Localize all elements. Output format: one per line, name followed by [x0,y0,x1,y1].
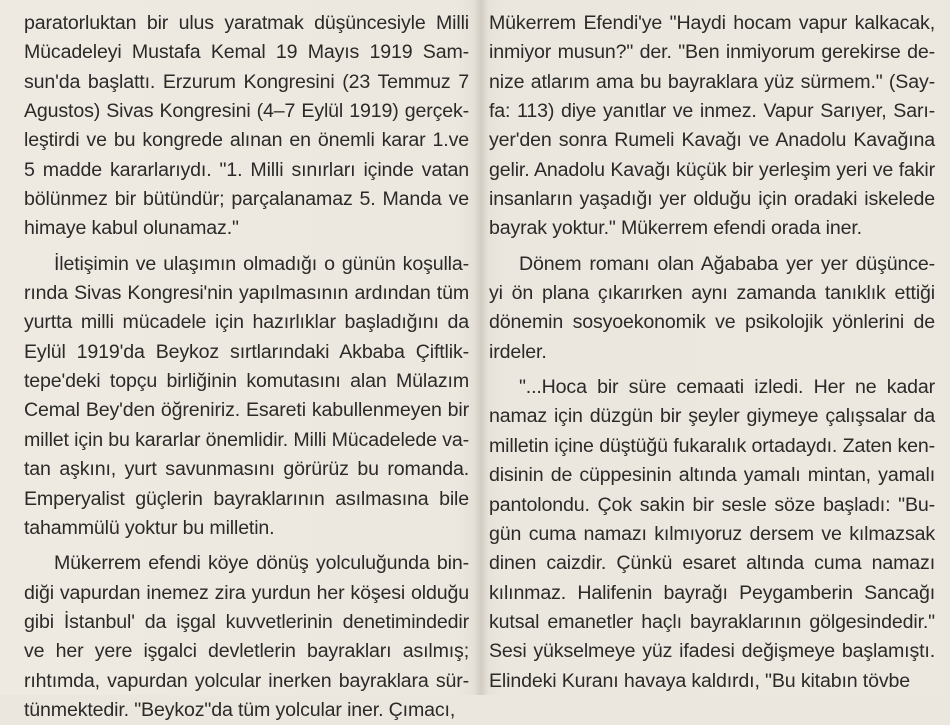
text-line: ve her yere işgalci devletlerin bayrakları asılmış; [24,640,469,663]
text-line: leştirdi ve bu kongrede alınan en önemli karar 1.ve [24,129,469,152]
text-line: Elindeki Kuranı havaya kaldırdı, "Bu kitabın tövbe [489,669,910,692]
text-line: millet için bu kararlar önemlidir. Milli Mücadelede va- [24,428,469,451]
text-line: tünmektedir. "Beykoz"da tüm yolcular iner. Çımacı, [24,698,456,721]
text-line: Mücadeleyi Mustafa Kemal 19 Mayıs 1919 Sam- [24,41,469,64]
text-line: Sesi yükselmeye yüz ifadesi değişmeye başlamıştı. [489,640,935,663]
text-line: sun'da başlattı. Erzurum Kongresini (23 Temmuz 7 [24,70,469,93]
text-line: yi ön plana çıkarırken aynı zamanda tanıklık ettiği [489,282,935,305]
paragraph [24,250,469,543]
text-line: irdeler. [489,340,547,363]
text-line: kılınmaz. Halifenin bayrağı Peygamberin Sancağı [489,581,935,604]
text-line: gün cuma namazı kılmıyoruz dersem ve kılmazsak [489,522,935,545]
paragraph [489,373,935,696]
text-line: bayrak yoktur." Mükerrem efendi orada iner. [489,217,862,240]
page-gutter [474,0,488,695]
text-line: dönemin sosyoekonomik ve psikolojik yönlerini de [489,311,935,334]
text-line: diği vapurdan inemez zira yurdun her köşesi olduğu [24,581,469,604]
text-line: kutsal emanetler haçlı bayraklarının gölgesindedir." [489,610,935,633]
text-line: gibi İstanbul' da işgal kuvvetlerinin denetimindedir [24,610,469,633]
text-line: inmiyor musun?" der. "Ben inmiyorum gerekirse de- [489,41,935,64]
text-line: nize atlarım ama bu bayraklara yüz sürmem." (Say- [489,70,935,93]
text-line: pantolondu. Çok sakin bir sesle söze başladı: "Bu- [489,493,935,516]
text-line: Cemal Bey'den öğreniriz. Esareti kabullenmeyen bir [24,399,469,422]
text-line: Emperyalist güçlerin bayraklarının asılmasına bile [24,487,469,510]
text-line: bölünmez bir bütündür; parçalanamaz 5. Manda ve [24,188,469,211]
text-line: rıhtımda, vapurdan yolcular inerken bayraklara sür- [24,669,469,692]
text-line: Dönem romanı olan Ağababa yer yer düşünce- [519,252,935,275]
text-line: namaz için düzgün bir şeyler giymeye çalışsalar da [489,405,935,428]
text-line: 5 madde kararlarıydı. "1. Milli sınırları içinde vatan [24,158,469,181]
text-line: tan aşkını, yurt savunmasını görürüz bu romanda. [24,458,469,481]
text-line: rında Sivas Kongresi'nin yapılmasının ardından tüm [24,282,469,305]
paragraph [489,250,935,367]
text-line: insanların yaşadığı yer olduğu için oradaki iskelede [489,188,935,211]
text-line: fa: 113) diye yanıtlar ve inmez. Vapur Sarıyer, Sarı- [489,100,935,123]
paragraph [24,9,469,244]
right-text-column [489,9,935,696]
paragraph [489,9,935,244]
text-line: Agustos) Sivas Kongresini (4–7 Eylül 1919) gerçek- [24,100,469,123]
text-line: paratorluktan bir ulus yaratmak düşüncesiyle Milli [24,12,469,34]
text-line: Mükerrem Efendi'ye "Haydi hocam vapur kalkacak, [489,12,935,34]
text-line: himaye kabul olunamaz." [24,217,239,240]
text-line: disinin de cüppesinin altında yamalı mintan, yamalı [489,464,935,487]
text-line: yer'den sonra Rumeli Kavağı ve Anadolu Kavağına [489,129,935,152]
text-line: Eylül 1919'da Beykoz sırtlarındaki Akbaba Çiftlik- [24,340,469,363]
text-line: Mükerrem efendi köye dönüş yolculuğunda bin- [54,552,469,575]
text-line: milletin içine düştüğü fukaralık ortadaydı. Zaten ken- [489,434,935,457]
left-text-column [24,9,469,725]
text-line: yurtta milli mücadele için hazırlıklar başladığını da [24,311,469,334]
text-line: dinen caizdir. Çünkü esaret altında cuma namazı [489,552,935,575]
text-line: tahammülü yoktur bu milletin. [24,516,275,539]
text-line: "...Hoca bir süre cemaati izledi. Her ne kadar [519,376,935,399]
paragraph [24,549,469,725]
text-line: tepe'deki topçu birliğinin komutasını alan Mülazım [24,370,469,393]
text-line: gelir. Anadolu Kavağı küçük bir yerleşim yeri ve fakir [489,158,935,181]
text-line: İletişimin ve ulaşımın olmadığı o günün koşulla- [54,252,469,275]
